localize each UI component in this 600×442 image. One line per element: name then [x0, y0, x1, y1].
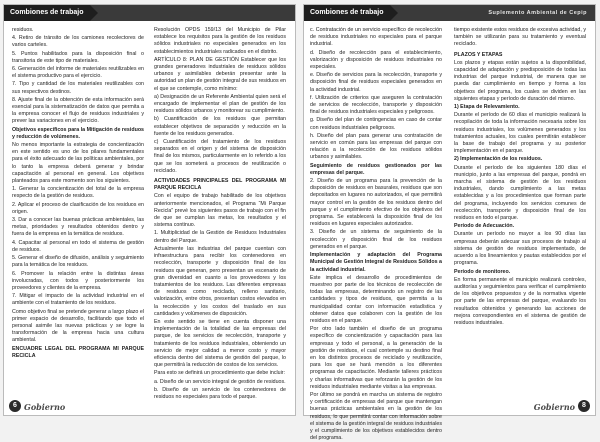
paragraph: 4. Capacitar al personal en todo el sistema de gestión de residuos.: [12, 239, 144, 253]
paragraph: Este implica el desarrollo de procedimientos de muestreo por parte de los técnicos de recolección de todas las empresas, determinando un registro de las cantidades y tipos de residuos, que permita a la municipalidad contar con información estadística y obtener datos que colaboren con la gestión de los residuos en el parque.: [310, 274, 442, 324]
paragraph: 7. Tipo y cantidad de los materiales reutilizables con sus respectivos destinos.: [12, 81, 144, 95]
section-heading: Implementación y adaptación del Programa Municipal de Gestión Integral de Residuos Sólidos a la actividad industrial.: [310, 252, 442, 273]
right-page: [303, 4, 596, 442]
paragraph: residuos.: [12, 27, 34, 33]
paragraph: 5. Puntos habilitados para la disposición final o transitoria de este tipo de materiales.: [12, 50, 144, 64]
paragraph: No menos importante la estrategia de concientización en este sentido es uno de los pilares fundamentales para el éxito adecuado de las políticas ambientales, por lo tanto la empresa deberá generar y brindar capacitación al personal en general. Los objetivos planteados para este momento son los siguientes.: [12, 142, 144, 185]
paragraph: 1. Multiplicidad de la Gestión de Residuos Industriales dentro del Parque.: [154, 230, 286, 244]
paragraph: Durante un período no mayor a los 90 días las empresas deberán adecuar sus procesos de trabajo al sistema de gestión de residuos implementado, de acuerdo a los lineamientos y pautas establecidos por el programa.: [454, 231, 586, 267]
paragraph: 8. Ajuste final de la obtención de esta información será esencial para la sistematización de datos que permita a la empresa conocer el flujo de residuos industriales y prever las variaciones en el ejercicio.: [12, 96, 144, 125]
paragraph: h. Diseño del plan para generar una contratación de servicio en común para las empresas del parque con relación a la recolección de los residuos sólidos urbanos y asimilables.: [310, 132, 442, 161]
section-heading: 1) Etapa de Relevamiento.: [454, 104, 520, 111]
paragraph: En este sentido se tiene en cuenta disponer una implementación de la totalidad de las empresas del parque, de los servicios de recolección, transporte y tratamiento de los residuos industriales, obteniendo un servicio de mejor calidad a menor costo y mayor eficiencia dentro del sistema de gestión del parque, lo que permitirá la reducción de costos de los servicios.: [154, 318, 286, 369]
paragraph: tiempo existente estos residuos de excesiva actividad, y también se utilizarán para su tratamiento y eventual reciclado.: [454, 27, 586, 48]
paragraph: ARTÍCULO 8: PLAN DE GESTIÓN Establecer que los grandes generadores industriales de residuos sólidos urbanos y asimilables deberán presentar ante la autoridad un plan de gestión integral de sus residuos en el que se contemple, como mínimo:: [154, 56, 286, 92]
right-footer: [304, 399, 595, 415]
paragraph: d. Diseño de recolección para el establecimiento, valorización y disposición de residuos industriales no especiales.: [310, 49, 442, 71]
paragraph: b) Cuantificación de los residuos que permitan establecer objetivos de separación y reducción en la fuente de los residuos generados.: [154, 116, 286, 137]
footer-logo: Gobierno: [24, 402, 66, 412]
paragraph: Para esto se definirá un procedimiento que debe incluir:: [154, 370, 286, 377]
paragraph: a) Designación de un Referente Ambiental quien será el encargado de implementar el plan de gestión de los residuos sólidos urbanos y monitorear su cumplimiento.: [154, 93, 286, 115]
paragraph: Con el equipo de trabajo habilitado de los objetivos anteriormente mencionados, el Programa “Mi Parque Recicla” prevé los siguientes pasos de trabajo con el fin de que se cumplan las metas, los resultados y el sistema continuo.: [154, 193, 286, 229]
paragraph: 4. Retiro de tránsito de los camiones recolectores de varios carteles.: [12, 35, 144, 49]
section-heading: ENCUADRE LEGAL DEL PROGRAMA MI PARQUE RECICLA: [12, 345, 144, 359]
paragraph: Por último se pondrá en marcha un sistema de registro y certificación de empresas del parque que mantengan buenas prácticas ambientales en la gestión de los residuos, lo que permitirá contar con información sobre el sistema de la gestión integral de residuos industriales y el cumplimiento de los objetivos establecidos dentro del programa.: [310, 391, 442, 442]
page-number: 6: [9, 400, 21, 412]
paragraph: f. Utilización de criterios que aseguren la contratación de servicios de recolección, transporte y disposición final de residuos industriales especiales y peligrosos.: [310, 94, 442, 116]
paragraph: 7. Mitigar el impacto de la actividad industrial en el ambiente con el tratamiento de los residuos.: [12, 293, 144, 307]
section-heading: ACTIVIDADES PRINCIPALES DEL PROGRAMA MI PARQUE RECICLA: [154, 178, 286, 192]
paragraph: Durante el período de los siguientes 180 días el municipio, junto a las empresas del parque, pondrá en marcha el sistema de gestión de los residuos industriales, dando cumplimiento a las metas establecidas y a los procedimientos que forman parte del programa, incluyendo los servicios comunes de recolección, transporte y disposición final de los residuos en todo el parque.: [454, 164, 586, 222]
paragraph: Por otro lado también el diseño de un programa específico de concientización y capacitación para las empresas y todo el personal, a la generación de la gestión de residuos, el cual contemple su destino final en los distintos procesos de reciclado y reutilización, para los que se hará mención a los diferentes programas de capacitación. Mediante talleres prácticos y charlas informativas que reforzarán la gestión de los residuos industriales mediante visitas a las empresas.: [310, 326, 442, 390]
paragraph: 2. Diseño de un programa para la prevención de la disposición de residuos en basurales, residuos que son depositados en lugares no autorizados, el que permitirá mayor control en la gestión de los residuos dentro del parque y el cumplimiento efectivo de los objetivos del programa. Se establecerá la disposición final de los residuos en lugares especiales autorizados.: [310, 178, 442, 228]
paragraph: e. Diseño de servicios para la recolección, transporte y disposición final de residuos especiales generados en la actividad industrial.: [310, 72, 442, 93]
right-header-title: Combiones de trabajo: [304, 5, 390, 21]
paragraph: Resolución OPDS 159/13 del Municipio de Pilar establece los requisitos para la gestión de los residuos sólidos industriales no especiales generados en los establecimientos industriales radicados en el distrito.: [154, 27, 286, 55]
left-header-bar: [4, 5, 295, 21]
section-heading: Período de Adecuación.: [454, 223, 515, 230]
section-heading: Objetivos específicos para la Mitigación de residuos y reducción de volúmenes.: [12, 126, 144, 140]
left-page: [3, 4, 296, 416]
footer-logo: Gobierno: [533, 402, 575, 412]
left-footer: [4, 399, 295, 415]
section-heading: PLAZOS Y ETAPAS: [454, 51, 503, 58]
left-page-column-2: [154, 27, 286, 400]
paragraph: g. Diseño del plan de contingencias en caso de contar con residuos industriales peligrosos.: [310, 117, 442, 131]
paragraph: En forma permanente el municipio realizará controles, auditorías y seguimientos para verificar el cumplimiento de los objetivos propuestos y de la normativa vigente por parte de las empresas del parque, evaluando los resultados obtenidos y generando las acciones de mejora correspondientes en el sistema de gestión de residuos industriales.: [454, 276, 586, 326]
section-heading: Seguimiento de residuos gestionados por las empresas del parque.: [310, 162, 442, 176]
paragraph: c) Cuantificación del tratamiento de los residuos separados en el origen y del sistema de disposición final de los mismos, particularmente en lo referido a los que se los someterá a procesos de reutilización o reciclado.: [154, 139, 286, 174]
page-number: 8: [578, 400, 590, 412]
paragraph: Durante el período de 60 días el municipio realizará la recopilación de toda la información necesaria sobre los residuos industriales, los volúmenes generados y los tratamientos actuales, los cuales permitirán establecer la base de trabajo del programa y su posterior implementación en el parque.: [454, 112, 586, 155]
paragraph: 6. Promover la relación entre la distintas áreas involucradas, con todos y posteriormente los proveedores y clientes de la empresa.: [12, 270, 144, 291]
paragraph: b. Diseño de un servicio de los contenedores de residuos no especiales para todo el parque.: [154, 386, 286, 400]
section-heading: 2) Implementación de los residuos.: [454, 156, 543, 163]
left-header-title: Combiones de trabajo: [4, 5, 90, 21]
paragraph: 3. Diseño de un sistema de seguimiento de la recolección y disposición final de los residuos generados en el parque.: [310, 229, 442, 250]
paragraph: a. Diseño de un servicio integral de gestión de residuos.: [154, 378, 286, 385]
paragraph: 6. Generación del informe de materiales reutilizables en el sistema productivo para el ejercicio.: [12, 66, 144, 80]
paragraph: 3. Dar a conocer las buenas prácticas ambientales, las metas, prioridades y resultados obtenidos dentro y fuera de la empresa en la temática de residuos.: [12, 217, 144, 238]
paragraph: Como objetivo final se pretende generar a largo plazo el primer espacio de desarrollo, facilitando que todo el personal asimile las nuevas prácticas y se logre la transformación de la empresa hacia una cultura ambiental.: [12, 308, 144, 344]
paragraph: Actualmente las industrias del parque cuentan con infraestructura para recibir los contenedores en recolección, transporte y disposición final de los residuos que generan, pero presentan un escenario de gran diversidad en cuanto a los proveedores y los tratamientos de los residuos. Las diferentes empresas de residuos como reciclado, relleno sanitario, valorización, entre otros, presentan costos elevados en la recolección y los costos del traslado en sus cantidades y volúmenes de disposición.: [154, 245, 286, 317]
right-page-column-1: [310, 27, 442, 442]
left-page-column-1: [12, 27, 144, 389]
right-header-bar: [304, 5, 595, 21]
section-heading: Período de monitoreo.: [454, 268, 511, 275]
paragraph: c. Contratación de un servicio específico de recolección de residuos industriales no especiales para el parque industrial.: [310, 27, 442, 48]
right-page-column-2: [454, 27, 586, 389]
paragraph: Los plazos y etapas están sujetos a la disponibilidad, capacidad de adaptación y predisposición de todas las industrias del parque industrial, de manera que se pueda dar cumplimiento en tiempo y forma a los objetivos del programa, los cuales se dividen en las siguientes etapas y período de duración del mismo.: [454, 59, 586, 102]
paragraph: 1. Generar la concientización del total de la empresa respecto de la gestión de residuos.: [12, 186, 144, 200]
paragraph: 2. Aplicar el proceso de clasificación de los residuos en origen.: [12, 201, 144, 215]
header-subtitle: Suplemento Ambiental de Cepip: [488, 10, 587, 16]
paragraph: 5. Generar el diseño de difusión, análisis y seguimiento para la temática de los residuos.: [12, 255, 144, 269]
